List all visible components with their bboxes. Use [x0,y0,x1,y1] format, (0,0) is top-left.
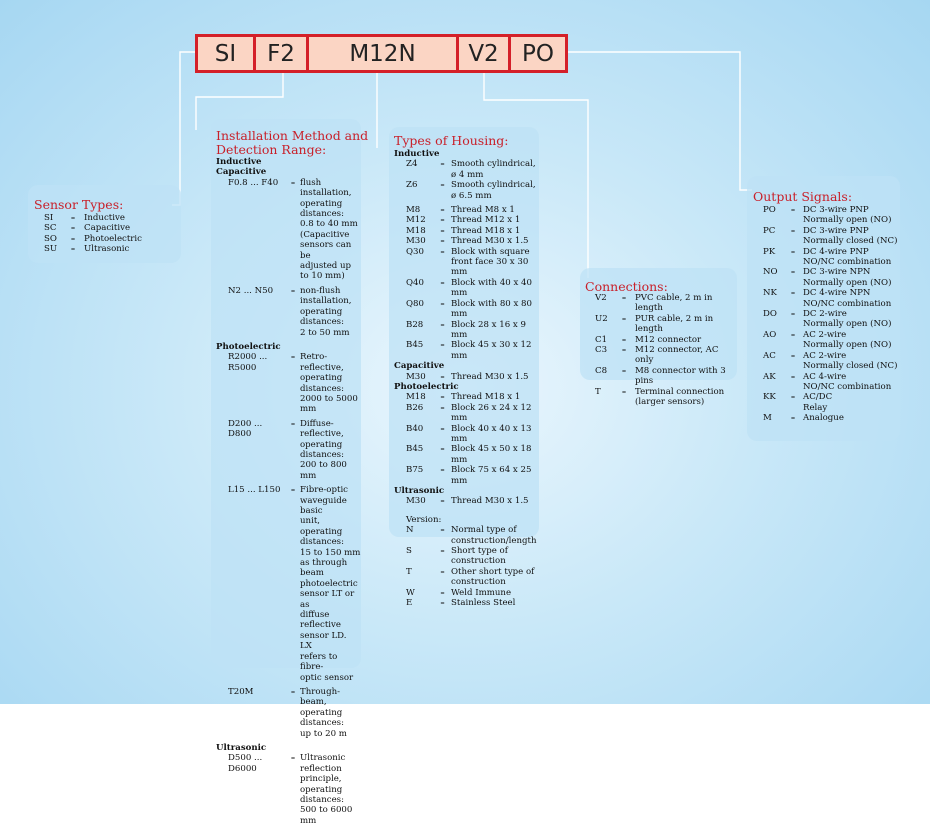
item-code: PO [763,205,776,215]
dash-separator: – [790,267,796,278]
dash-separator: – [790,288,796,299]
item-code: M30 [406,236,426,247]
item-desc: Retro-reflective, operating distances: 2000 to 5000 mm [300,352,358,415]
connections-title: Connections: [585,279,668,294]
list-item [763,226,900,247]
list-item [394,340,539,361]
dash-separator: – [621,386,627,397]
item-desc: Fibre-optic waveguide basic unit, operating distances: 15 to 150 mm as through beam photoelectric sensor LT or as diffuse reflective sensor LD. LX refers to fibre- optic sensor [300,485,361,683]
item-desc: Capacitive [84,223,131,234]
item-code: B28 [406,319,424,330]
list-item [763,205,900,226]
item-code: Q80 [406,298,424,309]
list-item [394,205,539,215]
item-code: V2 [595,293,607,303]
item-code: M18 [406,392,426,403]
item-desc: DC 4-wire PNP NO/NC combination [803,246,892,268]
item-desc: M12 connector [635,334,702,345]
list-item [394,525,539,546]
dash-separator: – [440,180,445,191]
item-code: C1 [595,334,608,345]
list-item [595,345,737,366]
dash-separator: – [621,365,627,376]
dash-separator: – [440,319,445,330]
list-item [394,465,539,486]
category-label: Ultrasonic [394,486,445,496]
item-desc: Block 75 x 64 x 25 mm [451,465,532,486]
line-sensor-types [172,52,195,205]
dash-separator: – [290,753,296,764]
item-desc: flush installation, operating distances: 0.8 to 40 mm (Capacitive sensors can be adjusted up to 10 mm) [300,177,358,282]
item-desc: Terminal connection (larger sensors) [635,386,725,408]
item-desc: AC 2-wire Normally open (NO) [803,329,892,351]
item-desc: Block 45 x 30 x 12 mm [451,340,532,361]
item-code: E [406,598,413,609]
list-item [394,598,539,608]
item-code: T [595,386,601,397]
item-code: AC [763,350,776,361]
item-desc: DC 2-wire Normally open (NO) [803,309,892,330]
item-code: M8 [406,205,421,216]
code-box-label: SI [214,40,237,67]
item-desc: M8 connector with 3 pins [635,365,726,387]
dash-separator: – [440,525,445,536]
dash-separator: – [440,205,445,216]
dash-separator: – [440,546,445,557]
dash-separator: – [440,215,445,226]
item-desc: DC 3-wire NPN Normally open (NO) [803,267,892,288]
dash-separator: – [621,313,627,324]
dash-separator: – [790,413,796,424]
item-code: M [763,413,772,424]
list-item [763,267,900,288]
item-code: NK [763,288,777,299]
category-label: Capacitive [394,361,445,372]
item-code: C8 [595,365,608,376]
item-code: R2000 ... R5000 [228,352,268,373]
dash-separator: – [440,444,445,455]
item-desc: Inductive [84,213,125,223]
list-item [44,213,179,223]
item-code: N [406,525,414,536]
dash-separator: – [440,423,445,434]
list-item [595,335,737,345]
item-code: SO [44,233,57,244]
item-code: C3 [595,345,608,356]
item-desc: Through-beam, operating distances: up to 20 m [300,686,347,739]
list-item [394,299,539,320]
dash-separator: – [440,566,445,577]
list-item [216,286,361,338]
item-desc: AC 2-wire Normally closed (NC) [803,350,898,372]
dash-separator: – [790,309,796,320]
item-desc: non-flush installation, operating distances: 2 to 50 mm [300,285,352,338]
dash-separator: – [440,598,445,609]
dash-separator: – [70,213,76,223]
list-item [394,278,539,299]
item-desc: DC 3-wire PNP Normally open (NO) [803,205,892,226]
dash-separator: – [290,418,296,429]
list-item [763,309,900,330]
item-code: L15 ... L150 [228,485,281,496]
item-code: AK [763,371,776,382]
version-label: Version: [406,514,442,525]
item-code: B75 [406,465,424,476]
item-code: D200 ... D800 [228,418,263,440]
item-desc: Photoelectric [84,233,142,244]
sensor-types-list [44,213,179,255]
item-code: NO [763,267,778,278]
item-code: F0.8 ... F40 [228,177,279,188]
item-code: Z4 [406,159,418,170]
dash-separator: – [290,485,296,496]
list-item [394,180,539,201]
list-item [216,485,361,683]
list-item [394,444,539,465]
item-desc: Thread M12 x 1 [451,215,521,226]
dash-separator: – [440,587,445,598]
list-item [394,496,539,506]
connections-list [595,293,737,407]
item-desc: DC 3-wire PNP Normally closed (NC) [803,225,898,247]
category-label: Inductive [394,149,440,159]
dash-separator: – [621,293,627,303]
item-code: T20M [228,686,254,697]
dash-separator: – [790,225,796,236]
list-item [394,392,539,402]
item-code: Q30 [406,246,424,257]
dash-separator: – [621,334,627,345]
item-desc: Block with 80 x 80 mm [451,298,532,320]
item-code: Z6 [406,180,418,191]
item-code: PC [763,225,776,236]
item-desc: Analogue [803,413,844,424]
item-desc: Thread M18 x 1 [451,225,521,236]
dash-separator: – [440,246,445,257]
item-code: AO [763,329,777,340]
list-item [216,419,361,481]
dash-separator: – [70,233,76,244]
list-item [216,687,361,739]
item-desc: Weld Immune [451,587,512,598]
dash-separator: – [70,223,76,234]
code-box-installation [253,34,309,73]
item-code: T [406,566,412,577]
list-item [763,351,900,372]
category-label: Photoelectric [394,381,459,392]
list-item [394,247,539,278]
dash-separator: – [621,345,627,356]
list-item [216,352,361,414]
list-item [763,330,900,351]
item-desc: Thread M30 x 1.5 [451,236,529,247]
list-item [595,314,737,335]
item-desc: Stainless Steel [451,598,516,609]
item-code: U2 [595,313,608,324]
code-box-sensor [195,34,256,73]
dash-separator: – [790,392,796,403]
list-item [763,392,900,413]
item-desc: Thread M8 x 1 [451,205,515,216]
list-item [394,403,539,424]
item-desc: Normal type of construction/length [451,525,537,546]
item-desc: Block 26 x 24 x 12 mm [451,402,532,424]
list-item [394,320,539,341]
dash-separator: – [440,392,445,403]
list-item [595,293,737,314]
dash-separator: – [440,496,445,507]
dash-separator: – [790,205,796,215]
list-item [394,372,539,382]
category-label: Capacitive [216,167,267,178]
item-code: M30 [406,371,426,382]
item-code: S [406,546,412,557]
installation-title: Installation Method and Detection Range: [216,128,369,157]
list-item [394,159,539,180]
housing-title: Types of Housing: [394,133,509,148]
dash-separator: – [290,686,296,697]
category-label: Inductive [216,157,262,167]
code-box-housing [306,34,459,73]
item-code: W [406,587,415,598]
item-code: KK [763,392,776,403]
dash-separator: – [440,225,445,236]
list-item [763,288,900,309]
item-desc: Short type of construction [451,546,508,567]
dash-separator: – [440,159,445,170]
item-desc: M12 connector, AC only [635,345,719,366]
housing-list [394,149,539,608]
list-item [394,588,539,598]
item-code: SU [44,244,58,255]
item-desc: Block with square front face 30 x 30 mm [451,246,530,278]
item-desc: Block with 40 x 40 mm [451,277,532,299]
dash-separator: – [440,465,445,476]
dash-separator: – [70,244,76,255]
code-box-label: PO [522,40,554,67]
code-box-output [508,34,568,73]
list-item [44,244,179,254]
category-label: Ultrasonic [216,742,267,753]
item-code: DO [763,309,777,320]
code-box-label: F2 [267,40,295,67]
output-title: Output Signals: [753,189,853,204]
item-code: Q40 [406,277,424,288]
item-desc: Block 28 x 16 x 9 mm [451,319,526,340]
spacer [394,507,539,515]
dash-separator: – [790,246,796,257]
sensor-types-title: Sensor Types: [34,197,124,212]
dash-separator: – [440,298,445,309]
item-desc: Ultrasonic reflection principle, operating distances: 500 to 6000 mm [300,753,353,826]
item-desc: Smooth cylindrical, ø 6.5 mm [451,180,536,201]
item-desc: Smooth cylindrical, ø 4 mm [451,159,536,180]
list-item [763,413,900,423]
item-code: D500 ... D6000 [228,753,263,774]
list-item [763,372,900,393]
line-output [568,52,752,190]
item-code: M30 [406,496,426,507]
installation-list [216,157,361,826]
list-item [763,247,900,268]
item-desc: Block 40 x 40 x 13 mm [451,423,532,444]
dash-separator: – [790,371,796,382]
item-desc: DC 4-wire NPN NO/NC combination [803,288,892,309]
dash-separator: – [290,285,296,296]
item-code: M18 [406,225,426,236]
dash-separator: – [440,340,445,351]
item-desc: AC/DC Relay [803,392,833,413]
item-code: B45 [406,444,424,455]
dash-separator: – [440,277,445,288]
item-code: N2 ... N50 [228,285,274,296]
dash-separator: – [440,402,445,413]
item-desc: Block 45 x 50 x 18 mm [451,444,532,465]
item-desc: PVC cable, 2 m in length [635,293,713,314]
list-item [595,366,737,387]
category-label: Photoelectric [216,341,281,352]
item-code: SC [44,223,57,234]
item-code: B45 [406,340,424,351]
item-code: SI [44,213,54,223]
item-desc: Other short type of construction [451,566,535,588]
item-desc: Thread M30 x 1.5 [451,371,529,382]
output-list [763,205,900,424]
dash-separator: – [440,371,445,382]
code-box-connection [456,34,511,73]
list-item [595,387,737,408]
list-item [44,223,179,233]
item-code: PK [763,246,776,257]
list-item [394,424,539,445]
list-item [394,567,539,588]
dash-separator: – [790,329,796,340]
list-item [394,215,539,225]
code-box-label: V2 [468,40,499,67]
code-box-label: M12N [349,40,416,67]
item-desc: Thread M30 x 1.5 [451,496,529,507]
item-desc: Thread M18 x 1 [451,392,521,403]
item-desc: AC 4-wire NO/NC combination [803,371,892,392]
item-desc: Ultrasonic [84,244,130,255]
dash-separator: – [440,236,445,247]
item-code: M12 [406,215,426,226]
list-item [216,178,361,282]
list-item [394,236,539,246]
dash-separator: – [290,352,296,363]
list-item [394,546,539,567]
item-code: B26 [406,402,424,413]
item-desc: PUR cable, 2 m in length [635,313,714,335]
dash-separator: – [290,177,296,188]
dash-separator: – [790,350,796,361]
list-item [394,226,539,236]
item-desc: Diffuse-reflective, operating distances: 200 to 800 mm [300,418,347,481]
item-code: B40 [406,423,424,434]
list-item [44,234,179,244]
list-item [216,753,361,826]
